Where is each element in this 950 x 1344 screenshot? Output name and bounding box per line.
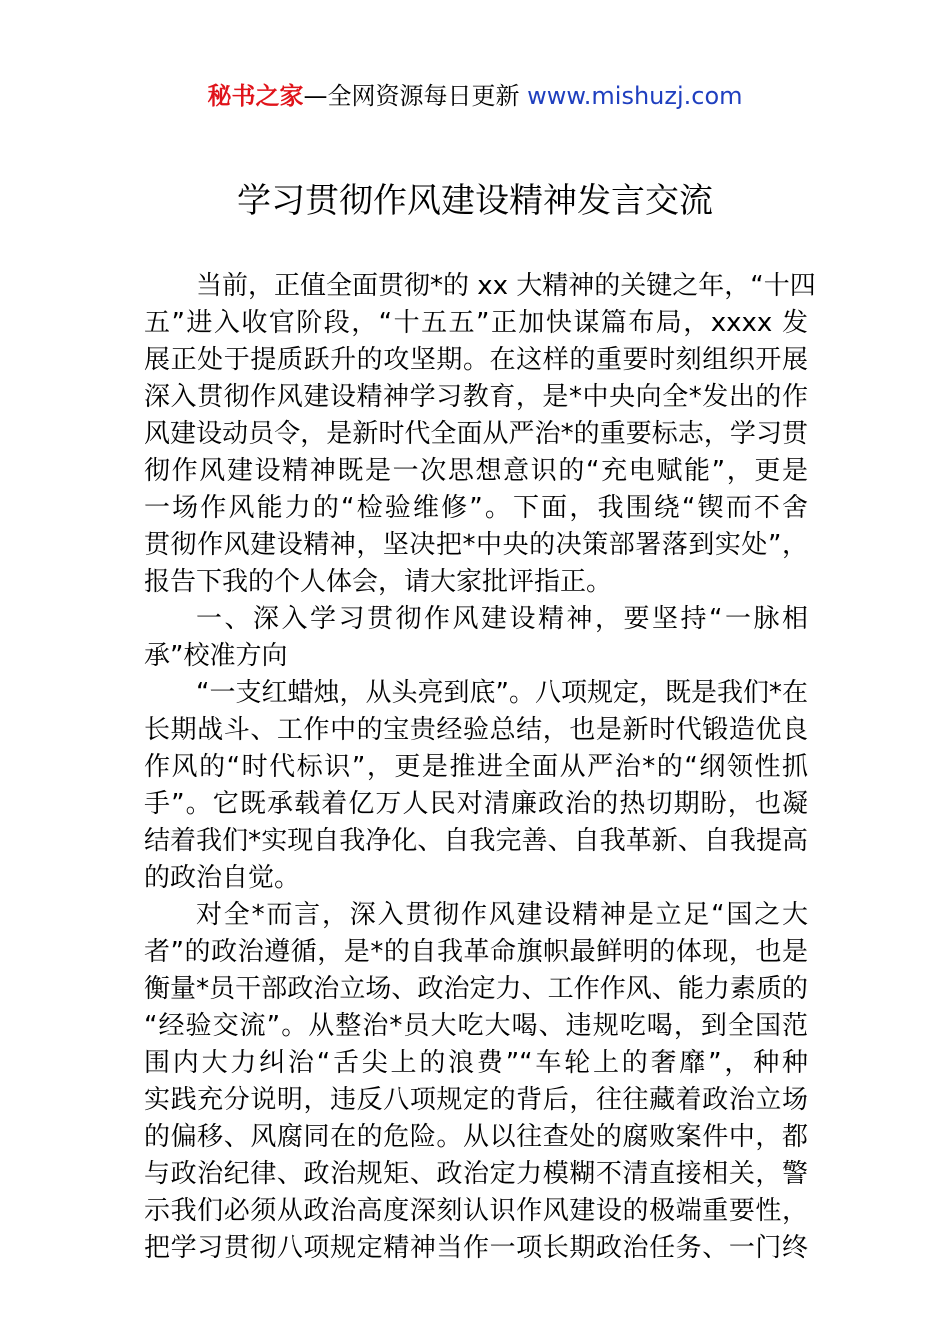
- text-line: 结着我们*实现自我净化、自我完善、自我革新、自我提高: [144, 826, 808, 856]
- text-line: 示我们必须从政治高度深刻认识作风建设的极端重要性，: [144, 1196, 808, 1226]
- document-body: [144, 268, 816, 1267]
- document-title: 学习贯彻作风建设精神发言交流: [237, 181, 713, 221]
- text-line: 把学习贯彻八项规定精神当作一项长期政治任务、一门终: [144, 1233, 808, 1263]
- text-line: 一、深入学习贯彻作风建设精神，要坚持“一脉相: [196, 604, 808, 634]
- text-line: 承”校准方向: [144, 641, 288, 671]
- text-line: 者”的政治遵循，是*的自我革命旗帜最鲜明的体现，也是: [144, 937, 808, 967]
- site-url[interactable]: www.mishuzj.com: [527, 82, 743, 110]
- text-line: 的偏移、风腐同在的危险。从以往查处的腐败案件中，都: [144, 1122, 808, 1152]
- text-line: 深入贯彻作风建设精神学习教育，是*中央向全*发出的作: [144, 382, 808, 412]
- text-line: 一场作风能力的“检验维修”。下面，我围绕“锲而不舍: [144, 493, 808, 523]
- text-line: 报告下我的个人体会，请大家批评指正。: [144, 567, 613, 597]
- text-line: 作风的“时代标识”，更是推进全面从严治*的“纲领性抓: [144, 752, 808, 782]
- site-tagline: —全网资源每日更新: [303, 82, 528, 110]
- text-line: 围内大力纠治“舌尖上的浪费”“车轮上的奢靡”，种种: [144, 1048, 808, 1078]
- text-line: 五”进入收官阶段，“十五五”正加快谋篇布局，xxxx 发: [144, 308, 808, 338]
- text-line: 风建设动员令，是新时代全面从严治*的重要标志，学习贯: [144, 419, 808, 449]
- text-line: 实践充分说明，违反八项规定的背后，往往藏着政治立场: [144, 1085, 808, 1115]
- text-line: 对全*而言，深入贯彻作风建设精神是立足“国之大: [196, 900, 808, 930]
- text-line: 与政治纪律、政治规矩、政治定力模糊不清直接相关，警: [144, 1159, 808, 1189]
- text-line: 彻作风建设精神既是一次思想意识的“充电赋能”，更是: [144, 456, 808, 486]
- text-line: 的政治自觉。: [144, 863, 301, 893]
- text-line: 衡量*员干部政治立场、政治定力、工作作风、能力素质的: [144, 974, 808, 1004]
- text-line: 手”。它既承载着亿万人民对清廉政治的热切期盼，也凝: [144, 789, 808, 819]
- text-line: 展正处于提质跃升的攻坚期。在这样的重要时刻组织开展: [144, 345, 808, 375]
- site-header: [0, 80, 950, 112]
- text-line: 当前，正值全面贯彻*的 xx 大精神的关键之年，“十四: [196, 271, 816, 301]
- text-line: 贯彻作风建设精神，坚决把*中央的决策部署落到实处”，: [144, 530, 808, 560]
- text-line: “一支红蜡烛，从头亮到底”。八项规定，既是我们*在: [196, 678, 808, 708]
- text-line: 长期战斗、工作中的宝贵经验总结，也是新时代锻造优良: [144, 715, 808, 745]
- site-brand: 秘书之家: [207, 82, 304, 110]
- text-line: “经验交流”。从整治*员大吃大喝、违规吃喝，到全国范: [144, 1011, 808, 1041]
